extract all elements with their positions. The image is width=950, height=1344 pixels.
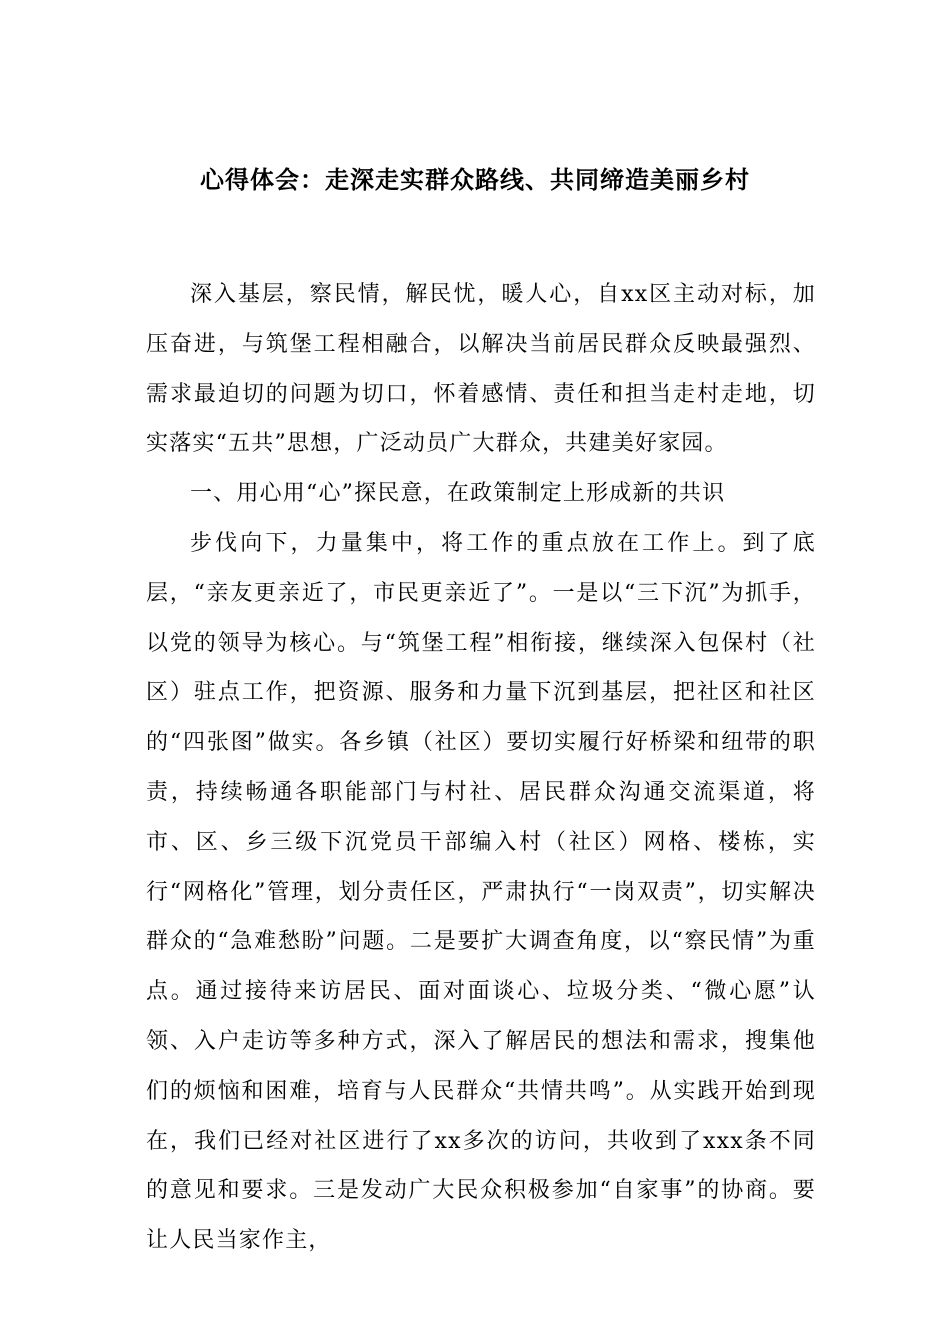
document-title: 心得体会：走深走实群众路线、共同缔造美丽乡村 xyxy=(200,165,750,194)
intro-paragraph: 深入基层，察民情，解民忧，暖人心，自xx区主动对标，加压奋进，与筑堡工程相融合，以解决当前居民群众反映最强烈、需求最迫切的问题为切口，怀着感情、责任和担当走村走地，切实落实“五共”思想，广泛动员广大群众，共建美好家园。 xyxy=(146,282,816,457)
section-heading: 一、用心用“心”探民意，在政策制定上形成新的共识 xyxy=(190,481,726,507)
section-paragraph: 步伐向下，力量集中，将工作的重点放在工作上。到了底层，“亲友更亲近了，市民更亲近了”。一是以“三下沉”为抓手，以党的领导为核心。与“筑堡工程”相衔接，继续深入包保村（社区）驻点工作，把资源、服务和力量下沉到基层，把社区和社区的“四张图”做实。各乡镇（社区）要切实履行好桥梁和纽带的职责，持续畅通各职能部门与村社、居民群众沟通交流渠道，将市、区、乡三级下沉党员干部编入村（社区）网格、楼栋，实行“网格化”管理，划分责任区，严肃执行“一岗双责”，切实解决群众的“急难愁盼”问题。二是要扩大调查角度，以“察民情”为重点。通过接待来访居民、面对面谈心、垃圾分类、“微心愿”认领、入户走访等多种方式，深入了解居民的想法和需求，搜集他们的烦恼和困难，培育与人民群众“共情共鸣”。从实践开始到现在，我们已经对社区进行了xx多次的访问，共收到了xxx条不同的意见和要求。三是发动广大民众积极参加“自家事”的协商。要让人民当家作主， xyxy=(146,530,816,1254)
document-body xyxy=(146,270,816,1266)
